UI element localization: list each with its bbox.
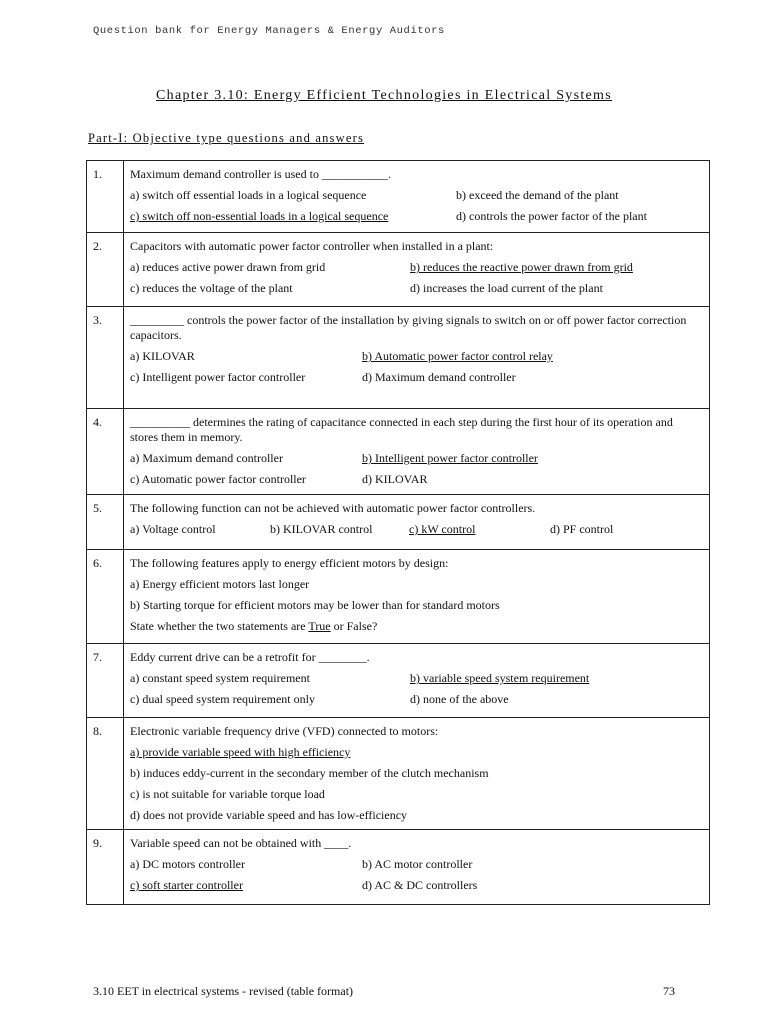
- option-b-correct: b) variable speed system requirement: [410, 671, 590, 685]
- option-b: b) induces eddy-current in the secondary member of the clutch mechanism: [130, 766, 489, 780]
- option-a: a) KILOVAR: [130, 349, 195, 363]
- question-row-9: [87, 830, 710, 905]
- question-number: 4.: [87, 409, 124, 495]
- question-table: [86, 160, 710, 905]
- question-stem: Electronic variable frequency drive (VFD) connected to motors:: [130, 724, 439, 738]
- option-a: a) DC motors controller: [130, 857, 245, 871]
- option-c: c) dual speed system requirement only: [130, 692, 315, 706]
- question-stem: The following features apply to energy efficient motors by design:: [130, 556, 449, 570]
- question-number: 9.: [87, 830, 124, 905]
- question-stem: __________ determines the rating of capacitance connected in each step during the first hour of its operation and stores them in memory.: [130, 415, 673, 444]
- option-c: c) is not suitable for variable torque load: [130, 787, 325, 801]
- question-stem: Variable speed can not be obtained with ____.: [130, 836, 352, 850]
- question-number: 7.: [87, 644, 124, 718]
- chapter-title: Chapter 3.10: Energy Efficient Technologies in Electrical Systems: [156, 88, 612, 103]
- option-a: a) constant speed system requirement: [130, 671, 310, 685]
- running-header: Question bank for Energy Managers & Energy Auditors: [93, 25, 445, 37]
- question-body: [124, 233, 710, 307]
- question-row-4: [87, 409, 710, 495]
- question-stem: Eddy current drive can be a retrofit for ________.: [130, 650, 370, 664]
- option-c: c) Intelligent power factor controller: [130, 370, 306, 384]
- option-a-correct: a) provide variable speed with high efficiency: [130, 745, 351, 759]
- question-body: [124, 718, 710, 830]
- question-number: 1.: [87, 161, 124, 233]
- option-a: a) switch off essential loads in a logical sequence: [130, 188, 367, 202]
- question-number: 6.: [87, 550, 124, 644]
- option-b-correct: b) Automatic power factor control relay: [362, 349, 553, 363]
- question-body: [124, 161, 710, 233]
- option-d: d) Maximum demand controller: [362, 370, 516, 384]
- question-body: [124, 495, 710, 550]
- option-a: a) reduces active power drawn from grid: [130, 260, 326, 274]
- option-d: d) increases the load current of the plant: [410, 281, 603, 295]
- question-stem: The following function can not be achieved with automatic power factor controllers.: [130, 501, 536, 515]
- part-title: Part-I: Objective type questions and answers: [88, 131, 365, 145]
- option-c: c) Automatic power factor controller: [130, 472, 306, 486]
- option-d: d) AC & DC controllers: [362, 878, 478, 892]
- question-number: 2.: [87, 233, 124, 307]
- question-body: [124, 830, 710, 905]
- option-b: b) AC motor controller: [362, 857, 473, 871]
- question-row-8: [87, 718, 710, 830]
- answer-true-correct: True: [308, 619, 331, 633]
- question-row-6: [87, 550, 710, 644]
- footer-document-title: 3.10 EET in electrical systems - revised (table format): [93, 984, 354, 998]
- option-a: a) Maximum demand controller: [130, 451, 283, 465]
- option-d: d) PF control: [550, 522, 614, 536]
- question-body: [124, 644, 710, 718]
- option-d: d) controls the power factor of the plant: [456, 209, 647, 223]
- question-stem: _________ controls the power factor of the installation by giving signals to switch on or off power factor correction capacitors.: [130, 313, 687, 342]
- question-number: 5.: [87, 495, 124, 550]
- question-row-3: [87, 307, 710, 409]
- true-false-prompt: State whether the two statements are True or False?: [130, 619, 378, 633]
- option-b: b) exceed the demand of the plant: [456, 188, 619, 202]
- question-stem: Capacitors with automatic power factor controller when installed in a plant:: [130, 239, 494, 253]
- option-a: a) Voltage control: [130, 522, 216, 536]
- question-body: [124, 550, 710, 644]
- statement-b: b) Starting torque for efficient motors may be lower than for standard motors: [130, 598, 500, 612]
- option-c-correct: c) switch off non-essential loads in a logical sequence: [130, 209, 389, 223]
- option-b-correct: b) reduces the reactive power drawn from grid: [410, 260, 633, 274]
- question-body: [124, 409, 710, 495]
- option-d: d) none of the above: [410, 692, 509, 706]
- question-row-7: [87, 644, 710, 718]
- question-body: [124, 307, 710, 409]
- option-c-correct: c) soft starter controller: [130, 878, 243, 892]
- option-d: d) does not provide variable speed and has low-efficiency: [130, 808, 408, 822]
- question-row-2: [87, 233, 710, 307]
- question-number: 8.: [87, 718, 124, 830]
- question-row-5: [87, 495, 710, 550]
- option-c: c) reduces the voltage of the plant: [130, 281, 293, 295]
- question-stem: Maximum demand controller is used to ___________.: [130, 167, 391, 181]
- statement-a: a) Energy efficient motors last longer: [130, 577, 310, 591]
- question-row-1: [87, 161, 710, 233]
- option-b: b) KILOVAR control: [270, 522, 373, 536]
- option-c-correct: c) kW control: [409, 522, 476, 536]
- option-d: d) KILOVAR: [362, 472, 428, 486]
- question-number: 3.: [87, 307, 124, 409]
- option-b-correct: b) Intelligent power factor controller: [362, 451, 538, 465]
- page-number: 73: [663, 984, 675, 998]
